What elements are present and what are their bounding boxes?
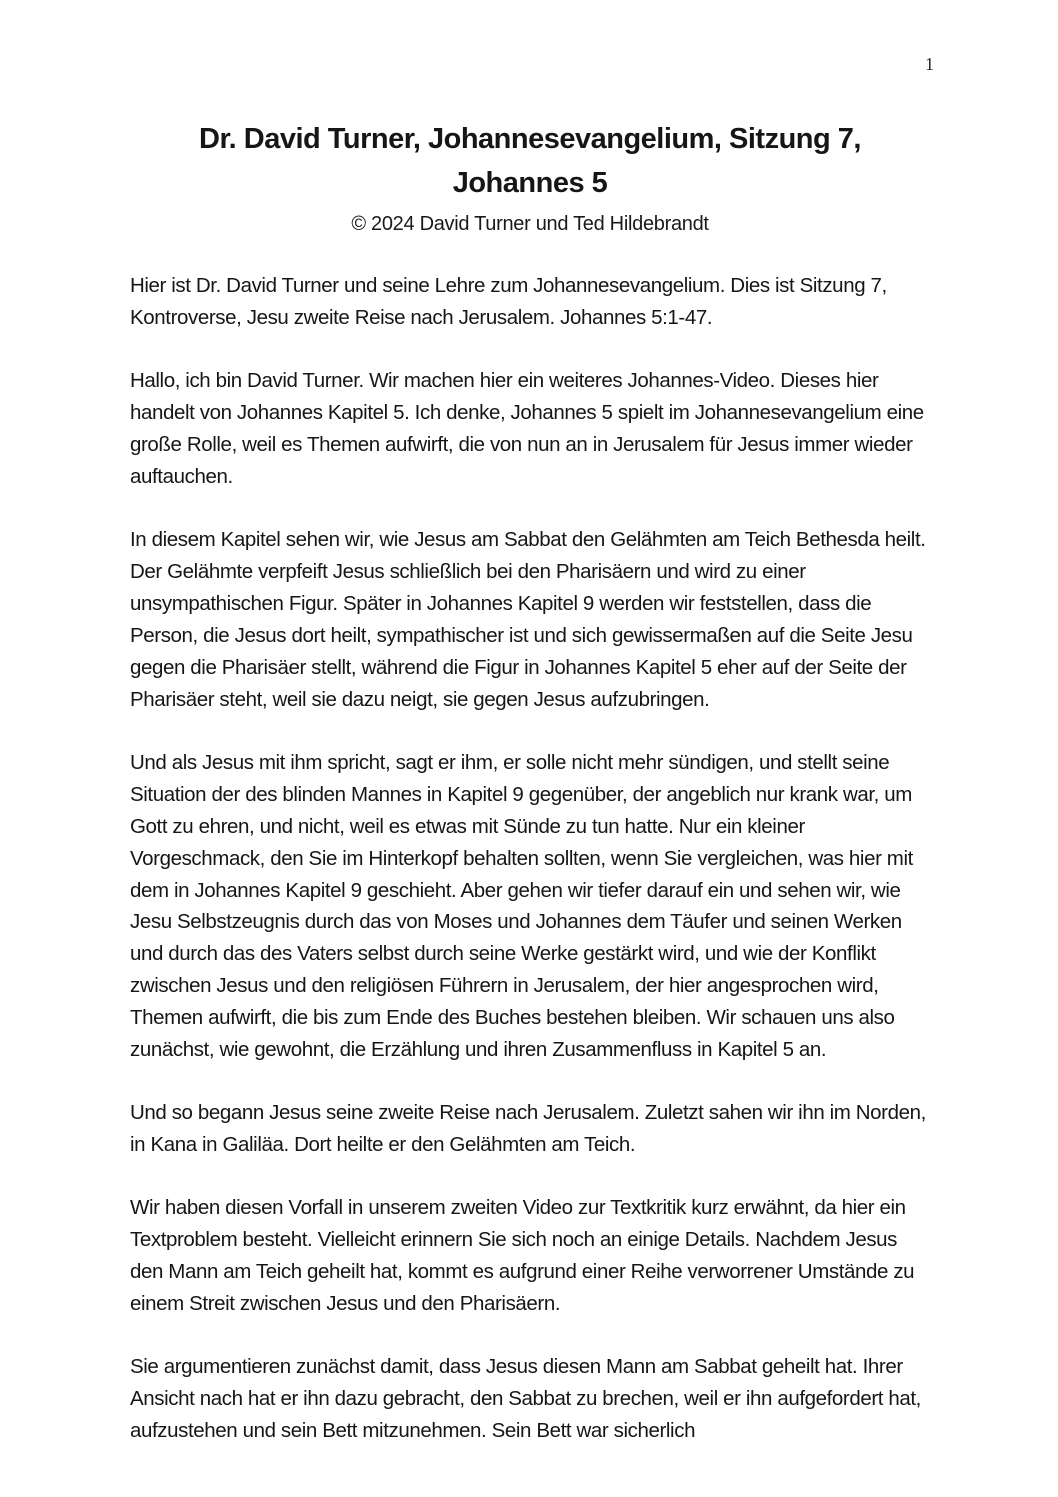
transcript-body (0, 236, 1058, 1447)
page-number: 1 (925, 54, 934, 74)
document-header (0, 0, 1058, 236)
transcript-paragraph: Hier ist Dr. David Turner und seine Lehre zum Johannesevangelium. Dies ist Sitzung 7, Kontroverse, Jesu zweite Reise nach Jerusalem. Johannes 5:1-47. (130, 274, 887, 329)
transcript-paragraph: Hallo, ich bin David Turner. Wir machen hier ein weiteres Johannes-Video. Dieses hier handelt von Johannes Kapitel 5. Ich denke, Johannes 5 spielt im Johannesevangelium eine große Rolle, weil es Themen aufwirft, die von nun an in Jerusalem für Jesus immer wieder auftauchen. (130, 368, 924, 488)
transcript-paragraph: Und als Jesus mit ihm spricht, sagt er ihm, er solle nicht mehr sündigen, und stellt seine Situation der des blinden Mannes in Kapitel 9 gegenüber, der angeblich nur krank war, um Gott zu ehren, und nicht, weil es etwas mit Sünde zu tun hatte. Nur ein kleiner Vorgeschmack, den Sie im Hinterkopf behalten sollten, wenn Sie vergleichen, was hier mit dem in Johannes Kapitel 9 geschieht. Aber gehen wir tiefer darauf ein und sehen wir, wie Jesu Selbstzeugnis durch das von Moses und Johannes dem Täufer und seinen Werken und durch das des Vaters selbst durch seine Werke gestärkt wird, und wie der Konflikt zwischen Jesus und den religiösen Führern in Jerusalem, der hier angesprochen wird, Themen aufwirft, die bis zum Ende des Buches bestehen bleiben. Wir schauen uns also zunächst, wie gewohnt, die Erzählung und ihren Zusammenfluss in Kapitel 5 an. (130, 750, 913, 1062)
transcript-paragraph: Und so begann Jesus seine zweite Reise nach Jerusalem. Zuletzt sahen wir ihn im Norden, in Kana in Galiläa. Dort heilte er den Gelähmten am Teich. (130, 1101, 926, 1157)
transcript-paragraph: Sie argumentieren zunächst damit, dass Jesus diesen Mann am Sabbat geheilt hat. Ihrer Ansicht nach hat er ihn dazu gebracht, den Sabbat zu brechen, weil er ihn aufgefordert hat, aufzustehen und sein Bett mitzunehmen. Sein Bett war sicherlich (130, 1355, 921, 1443)
transcript-paragraph: Wir haben diesen Vorfall in unserem zweiten Video zur Textkritik kurz erwähnt, da hier ein Textproblem besteht. Vielleicht erinnern Sie sich noch an einige Details. Nachdem Jesus den Mann am Teich geheilt hat, kommt es aufgrund einer Reihe verworrener Umstände zu einem Streit zwischen Jesus und den Pharisäern. (130, 1196, 915, 1316)
copyright-line: © 2024 David Turner und Ted Hildebrandt (351, 213, 709, 235)
page-title: Dr. David Turner, Johannesevangelium, Sitzung 7, Johannes 5 (199, 123, 861, 199)
transcript-paragraph: In diesem Kapitel sehen wir, wie Jesus am Sabbat den Gelähmten am Teich Bethesda heilt. Der Gelähmte verpfeift Jesus schließlich bei den Pharisäern und wird zu einer unsympathischen Figur. Später in Johannes Kapitel 9 werden wir feststellen, dass die Person, die Jesus dort heilt, sympathischer ist und sich gewissermaßen auf die Seite Jesu gegen die Pharisäer stellt, während die Figur in Johannes Kapitel 5 eher auf der Seite der Pharisäer steht, weil sie dazu neigt, sie gegen Jesus aufzubringen. (130, 527, 926, 711)
